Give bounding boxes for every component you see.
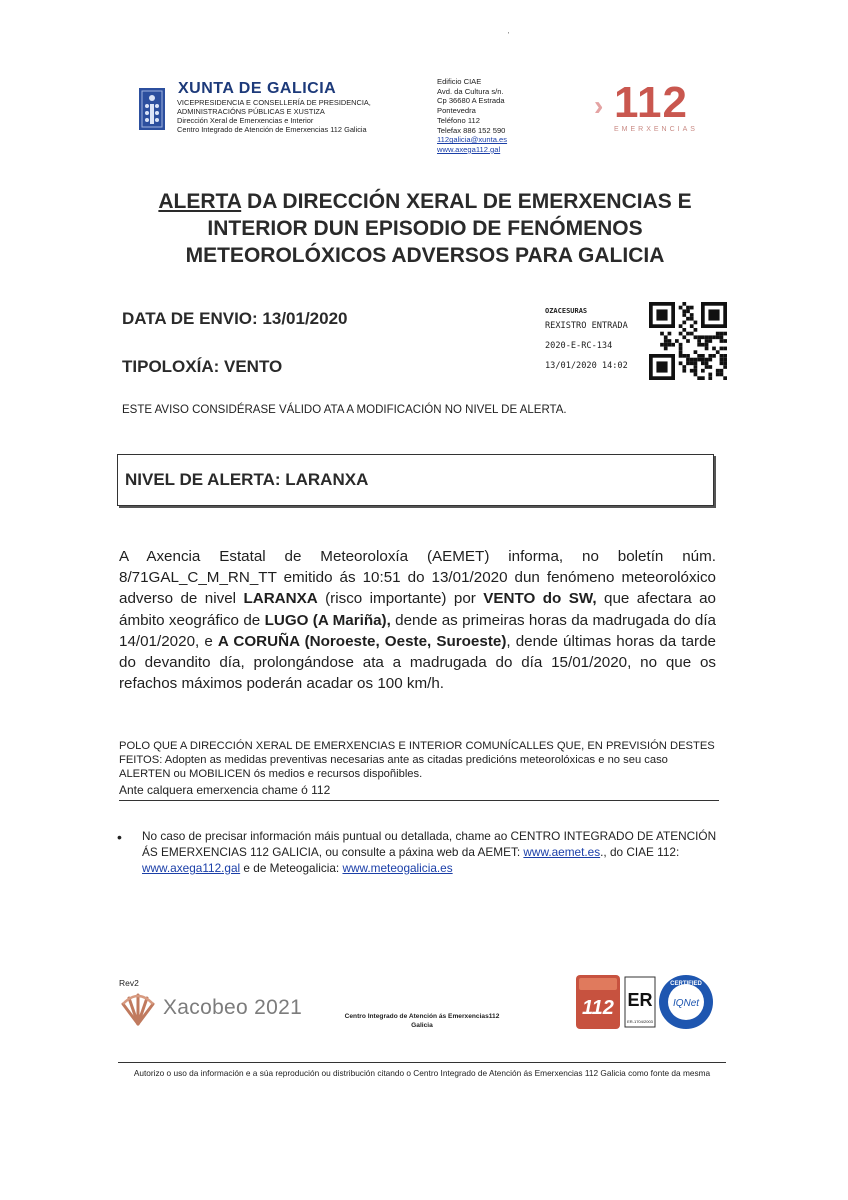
bullet-text: No caso de precisar información máis puntual ou detallada, chame ao CENTRO INTEGRADO DE ATENCIÓN ÁS EMERXENCIAS 112 GALICIA, ou consulte a páxina web da AEMET: [142, 829, 717, 859]
email-link[interactable]: 112galicia@xunta.es [437, 135, 508, 145]
org-name: XUNTA DE GALICIA [178, 80, 337, 97]
alert-level-box [117, 454, 714, 506]
alert-level: NIVEL DE ALERTA: LARANXA [125, 470, 369, 489]
bullet-text: e de Meteogalicia: [240, 861, 343, 875]
bullet-icon: • [117, 829, 122, 845]
info-bullet [142, 828, 722, 876]
org-line: VICEPRESIDENCIA E CONSELLERÍA DE PRESIDENCIA, [177, 98, 371, 107]
aemet-link[interactable]: www.aemet.es [523, 845, 601, 859]
xunta-shield-icon [139, 88, 165, 130]
contact-line: Telefax 886 152 590 [437, 125, 506, 135]
bulletin-paragraph [119, 546, 716, 694]
send-date: DATA DE ENVIO: 13/01/2020 [122, 309, 348, 328]
alert-type: TIPOLOXÍA: VENTO [122, 357, 283, 376]
cert-iqnet-text: IQNet [672, 998, 700, 1009]
para-text: (risco importante) por [317, 590, 484, 608]
logo-112 [594, 78, 700, 142]
para-level: LARANXA [243, 590, 318, 608]
org-line: Centro Integrado de Atención de Emerxencias 112 Galicia [177, 125, 367, 134]
org-subtitle [177, 98, 371, 134]
title-line-1 [120, 188, 730, 215]
para-text: , dende últimas horas da tarde do devandito día, prolongándose ata a madrugada do día 15/01/2020, no que os refachos máximos poderán acadar os 100 km/h. [119, 632, 716, 693]
bullet-text: ., do CIAE 112: [600, 845, 680, 859]
logo-112-number: 112 [614, 78, 688, 127]
emergency-call-line: Ante calquera emerxencia chame ó 112 [119, 783, 719, 801]
cert-112-badge-icon [575, 974, 621, 1030]
ciae-caption-line: Centro Integrado de Atención ás Emerxencias112 [344, 1013, 500, 1020]
title-first-word: ALERTA [158, 190, 242, 213]
para-text: dende as primeiras horas da madrugada do día 14/01/2020, e [119, 611, 716, 650]
org-line: Dirección Xeral de Emerxencias e Interior [177, 116, 314, 125]
contact-line: Pontevedra [437, 106, 476, 116]
contact-line: Avd. da Cultura s/n. [437, 86, 504, 96]
logo-chevron: › [594, 90, 604, 121]
usage-footer: Autorizo o uso da información e a súa reprodución ou distribución citando o Centro Integrado de Atención ás Emerxencias 112 Galicia como fonte da mesma [118, 1062, 726, 1079]
para-area-lugo: LUGO (A Mariña), [264, 611, 391, 629]
document-title [120, 188, 730, 269]
stamp-line: 2020-E-RC-134 [545, 341, 613, 351]
directorate-notice: POLO QUE A DIRECCIÓN XERAL DE EMERXENCIAS E INTERIOR COMUNÍCALLES QUE, EN PREVISIÓN DESTES FEITOS: Adopten as medidas preventivas necesarias ante as citadas predicións meteorolóxicas e no seu caso ALERTEN ou MOBILICEN ós medios e recursos dispoñibles. [119, 740, 715, 781]
scan-mark: ' [508, 32, 510, 39]
cert-iqnet-top: CERTIFIED [670, 981, 702, 987]
stamp-line: 13/01/2020 14:02 [545, 361, 628, 371]
website-link[interactable]: www.axega112.gal [437, 144, 501, 154]
contact-line: Edificio CIAE [437, 77, 482, 86]
cert-er-code: ER-1704/2003 [627, 1019, 653, 1024]
xacobeo-logo-text: Xacobeo 2021 [163, 996, 303, 1019]
title-line-1-rest: DA DIRECCIÓN XERAL DE EMERXENCIAS E [241, 190, 692, 213]
qr-code-icon [649, 302, 727, 382]
registry-stamp [545, 306, 628, 376]
contact-line: Teléfono 112 [437, 115, 480, 125]
ciae-caption [332, 1012, 512, 1030]
para-text: que afectara ao ámbito xeográfico de [119, 590, 716, 629]
cert-iqnet-badge-icon [657, 973, 715, 1031]
title-line-3: METEOROLÓXICOS ADVERSOS PARA GALICIA [185, 244, 665, 267]
para-text: A Axencia Estatal de Meteoroloxía (AEMET) informa, no boletín núm. 8/71GAL_C_M_RN_TT emitido ás 10:51 do 13/01/2020 dun fenómeno meteorolóxico adverso de nivel [119, 548, 716, 608]
para-phenomenon: VENTO do SW, [483, 590, 597, 608]
stamp-line: REXISTRO ENTRADA [545, 321, 628, 331]
axega-link[interactable]: www.axega112.gal [142, 861, 241, 875]
meteogalicia-link[interactable]: www.meteogalicia.es [342, 861, 453, 875]
contact-block [437, 77, 507, 155]
stamp-office: OZACESURAS [545, 307, 588, 315]
title-line-2: INTERIOR DUN EPISODIO DE FENÓMENOS [207, 217, 643, 240]
logo-112-subtitle: EMERXENCIAS [614, 126, 698, 133]
contact-line: Cp 36680 A Estrada [437, 96, 505, 106]
org-line: ADMINISTRACIÓNS PÚBLICAS E XUSTIZA [177, 107, 325, 116]
validity-note: ESTE AVISO CONSIDÉRASE VÁLIDO ATA A MODIFICACIÓN NO NIVEL DE ALERTA. [122, 404, 567, 416]
para-area-coruna: A CORUÑA (Noroeste, Oeste, Suroeste) [217, 632, 507, 650]
cert-er-text: ER [627, 990, 653, 1010]
scallop-shell-icon [119, 990, 157, 1028]
revision-label: Rev2 [119, 978, 139, 988]
ciae-caption-line: Galicia [411, 1022, 433, 1029]
cert-er-badge-icon [624, 976, 656, 1028]
cert-112-text: 112 [582, 997, 614, 1019]
